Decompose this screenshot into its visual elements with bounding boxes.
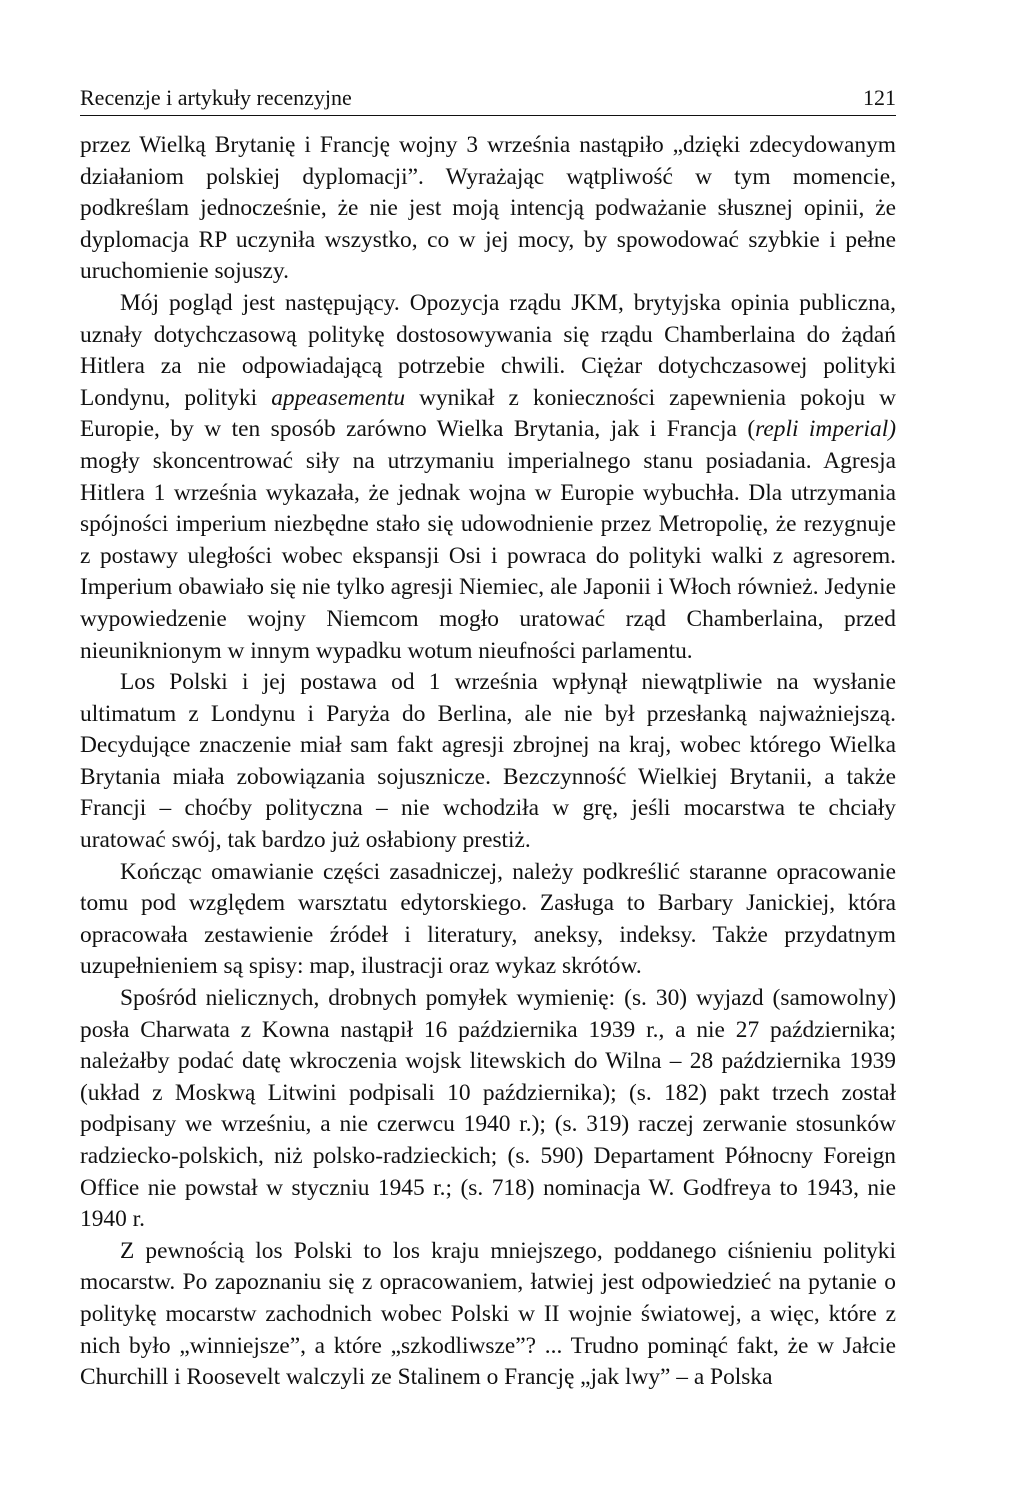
paragraph xyxy=(80,667,896,857)
running-header xyxy=(80,84,896,116)
section-title: Recenzje i artykuły recenzyjne xyxy=(80,85,352,110)
paragraph xyxy=(80,130,896,288)
paragraph xyxy=(80,288,896,667)
italic-text: appeasementu xyxy=(271,384,406,411)
italic-text: repli imperial) xyxy=(755,416,896,443)
body-text xyxy=(80,130,896,1394)
paragraph xyxy=(80,857,896,983)
paragraph xyxy=(80,983,896,1236)
text-run: Kończąc omawianie części zasadniczej, należy podkreślić staranne opracowanie tomu pod względem warsztatu edytorskiego. Zasługa to Barbary Janickiej, która opracowała zestawienie źródeł i literatury, aneksy, indeksy. Także przydatnym uzupełnieniem są spisy: map, ilustracji oraz wykaz skrótów. xyxy=(80,858,896,980)
page-number: 121 xyxy=(863,85,896,110)
text-run: Spośród nielicznych, drobnych pomyłek wymienię: (s. 30) wyjazd (samowolny) posła Charwata z Kowna nastąpił 16 października 1939 r., a nie 27 października; należałby podać datę wkroczenia wojsk litewskich do Wilna – 28 października 1939 (układ z Moskwą Litwini podpisali 10 października); (s. 182) pakt trzech został podpisany we wrześniu, a nie czerwcu 1940 r.); (s. 319) raczej zerwanie stosunków radziecko-polskich, niż polsko-radzieckich; (s. 590) Departament Północny Foreign Office nie powstał w styczniu 1945 r.; (s. 718) nominacja W. Godfreya to 1943, nie 1940 r. xyxy=(80,985,896,1233)
text-run: przez Wielką Brytanię i Francję wojny 3 września nastąpiło „dzięki zdecydowanym działaniom polskiej dyplomacji”. Wyrażając wątpliwość w tym momencie, podkreślam jednocześnie, że nie jest moją intencją podważanie słusznej opinii, że dyplomacja RP uczyniła wszystko, co w jej mocy, by spowodować szybkie i pełne uruchomienie sojuszy. xyxy=(80,132,896,285)
text-run: mogły skoncentrować siły na utrzymaniu imperialnego stanu posiadania. Agresja Hitlera 1 września wykazała, że jednak wojna w Europie wybuchła. Dla utrzymania spójności imperium niezbędne stało się udowodnienie przez Metropolię, że rezygnuje z postawy uległości wobec ekspansji Osi i powraca do polityki walki z agresorem. Imperium obawiało się nie tylko agresji Niemiec, ale Japonii i Włoch również. Jedynie wypowiedzenie wojny Niemcom mogło uratować rząd Chamberlaina, przed nieuniknionym w innym wypadku wotum nieufności parlamentu. xyxy=(80,447,896,664)
document-page xyxy=(80,84,896,1394)
text-run: Los Polski i jej postawa od 1 września wpłynął niewątpliwie na wysłanie ultimatum z Londynu i Paryża do Berlina, ale nie był przesłanką najważniejszą. Decydujące znaczenie miał sam fakt agresji zbrojnej na kraj, wobec którego Wielka Brytania miała zobowiązania sojusznicze. Bezczynność Wielkiej Brytanii, a także Francji – choćby polityczna – nie wchodziła w grę, jeśli mocarstwa te chciały uratować swój, tak bardzo już osłabiony prestiż. xyxy=(80,669,896,854)
paragraph xyxy=(80,1236,896,1394)
text-run: Mój pogląd jest następujący. Opozycja rządu JKM, brytyjska opinia publiczna, uznały dotychczasową politykę dostosowywania się rządu Chamberlaina do żądań Hitlera za nie odpowiadającą potrzebie chwili. Ciężar dotychczasowej polityki Londynu, polityki xyxy=(80,289,896,411)
text-run: Z pewnością los Polski to los kraju mniejszego, poddanego ciśnieniu polityki mocarstw. Po zapoznaniu się z opracowaniem, łatwiej jest odpowiedzieć na pytanie o politykę mocarstw zachodnich wobec Polski w II wojnie światowej, a więc, które z nich było „winniejsze”, a które „szkodliwsze”? ... Trudno pominąć fakt, że w Jałcie Churchill i Roosevelt walczyli ze Stalinem o Francję „jak lwy” – a Polska xyxy=(80,1237,896,1391)
text-run: wynikał z konieczności zapewnienia pokoju w Europie, by w ten sposób zarówno Wielka Brytania, jak i Francja ( xyxy=(80,384,897,443)
